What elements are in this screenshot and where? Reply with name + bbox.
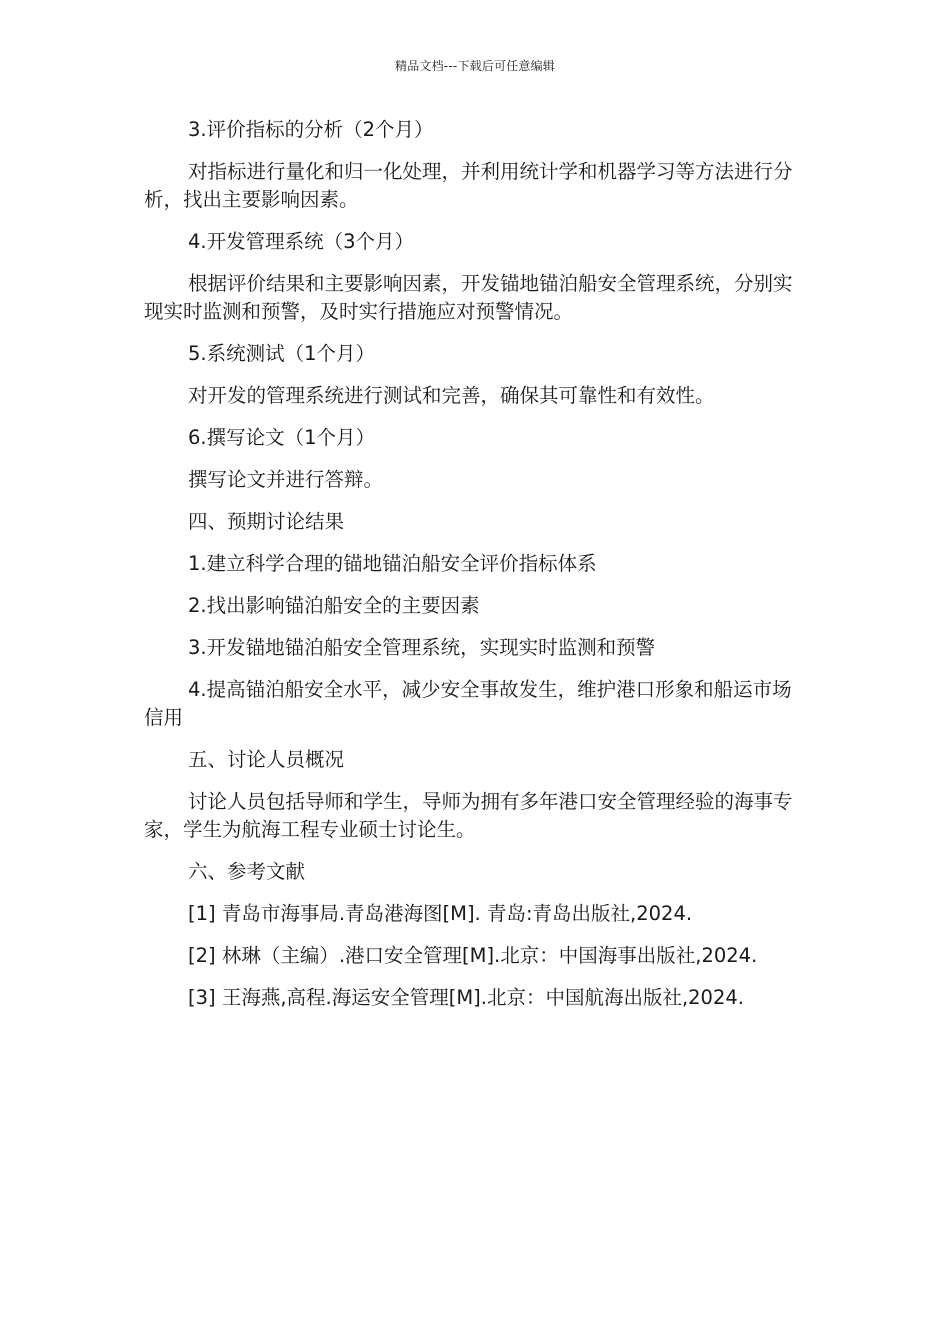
section-heading-test: 5.系统测试（1个月）	[188, 342, 376, 365]
section-heading-analysis: 3.评价指标的分析（2个月）	[188, 118, 434, 141]
reference-item-3: [3] 王海燕,高程.海运安全管理[M].北京：中国航海出版社,2024.	[188, 986, 744, 1009]
paragraph-analysis: 对指标进行量化和归一化处理，并利用统计学和机器学习等方法进行分析，找出主要影响因素。	[144, 160, 793, 211]
paragraph-personnel: 讨论人员包括导师和学生，导师为拥有多年港口安全管理经验的海事专家，学生为航海工程专业硕士讨论生。	[144, 790, 793, 841]
paragraph-thesis: 撰写论文并进行答辩。	[188, 468, 384, 491]
section-heading-references: 六、参考文献	[188, 860, 306, 883]
result-item-4: 4.提高锚泊船安全水平，减少安全事故发生，维护港口形象和船运市场信用	[144, 678, 792, 729]
section-heading-thesis: 6.撰写论文（1个月）	[188, 426, 376, 449]
section-heading-develop: 4.开发管理系统（3个月）	[188, 230, 415, 253]
page-header: 精品文档---下载后可任意编辑	[395, 59, 555, 73]
result-item-2: 2.找出影响锚泊船安全的主要因素	[188, 594, 480, 617]
reference-item-2: [2] 林琳（主编）.港口安全管理[M].北京：中国海事出版社,2024.	[188, 944, 758, 967]
result-item-1: 1.建立科学合理的锚地锚泊船安全评价指标体系	[188, 552, 597, 575]
section-heading-personnel: 五、讨论人员概况	[188, 748, 345, 771]
reference-item-1: [1] 青岛市海事局.青岛港海图[M]. 青岛:青岛出版社,2024.	[188, 902, 693, 925]
paragraph-test: 对开发的管理系统进行测试和完善，确保其可靠性和有效性。	[188, 384, 715, 407]
document-body	[144, 116, 796, 1026]
paragraph-develop: 根据评价结果和主要影响因素，开发锚地锚泊船安全管理系统，分别实现实时监测和预警，及时实行措施应对预警情况。	[144, 272, 793, 323]
section-heading-expected-results: 四、预期讨论结果	[188, 510, 345, 533]
result-item-3: 3.开发锚地锚泊船安全管理系统，实现实时监测和预警	[188, 636, 656, 659]
